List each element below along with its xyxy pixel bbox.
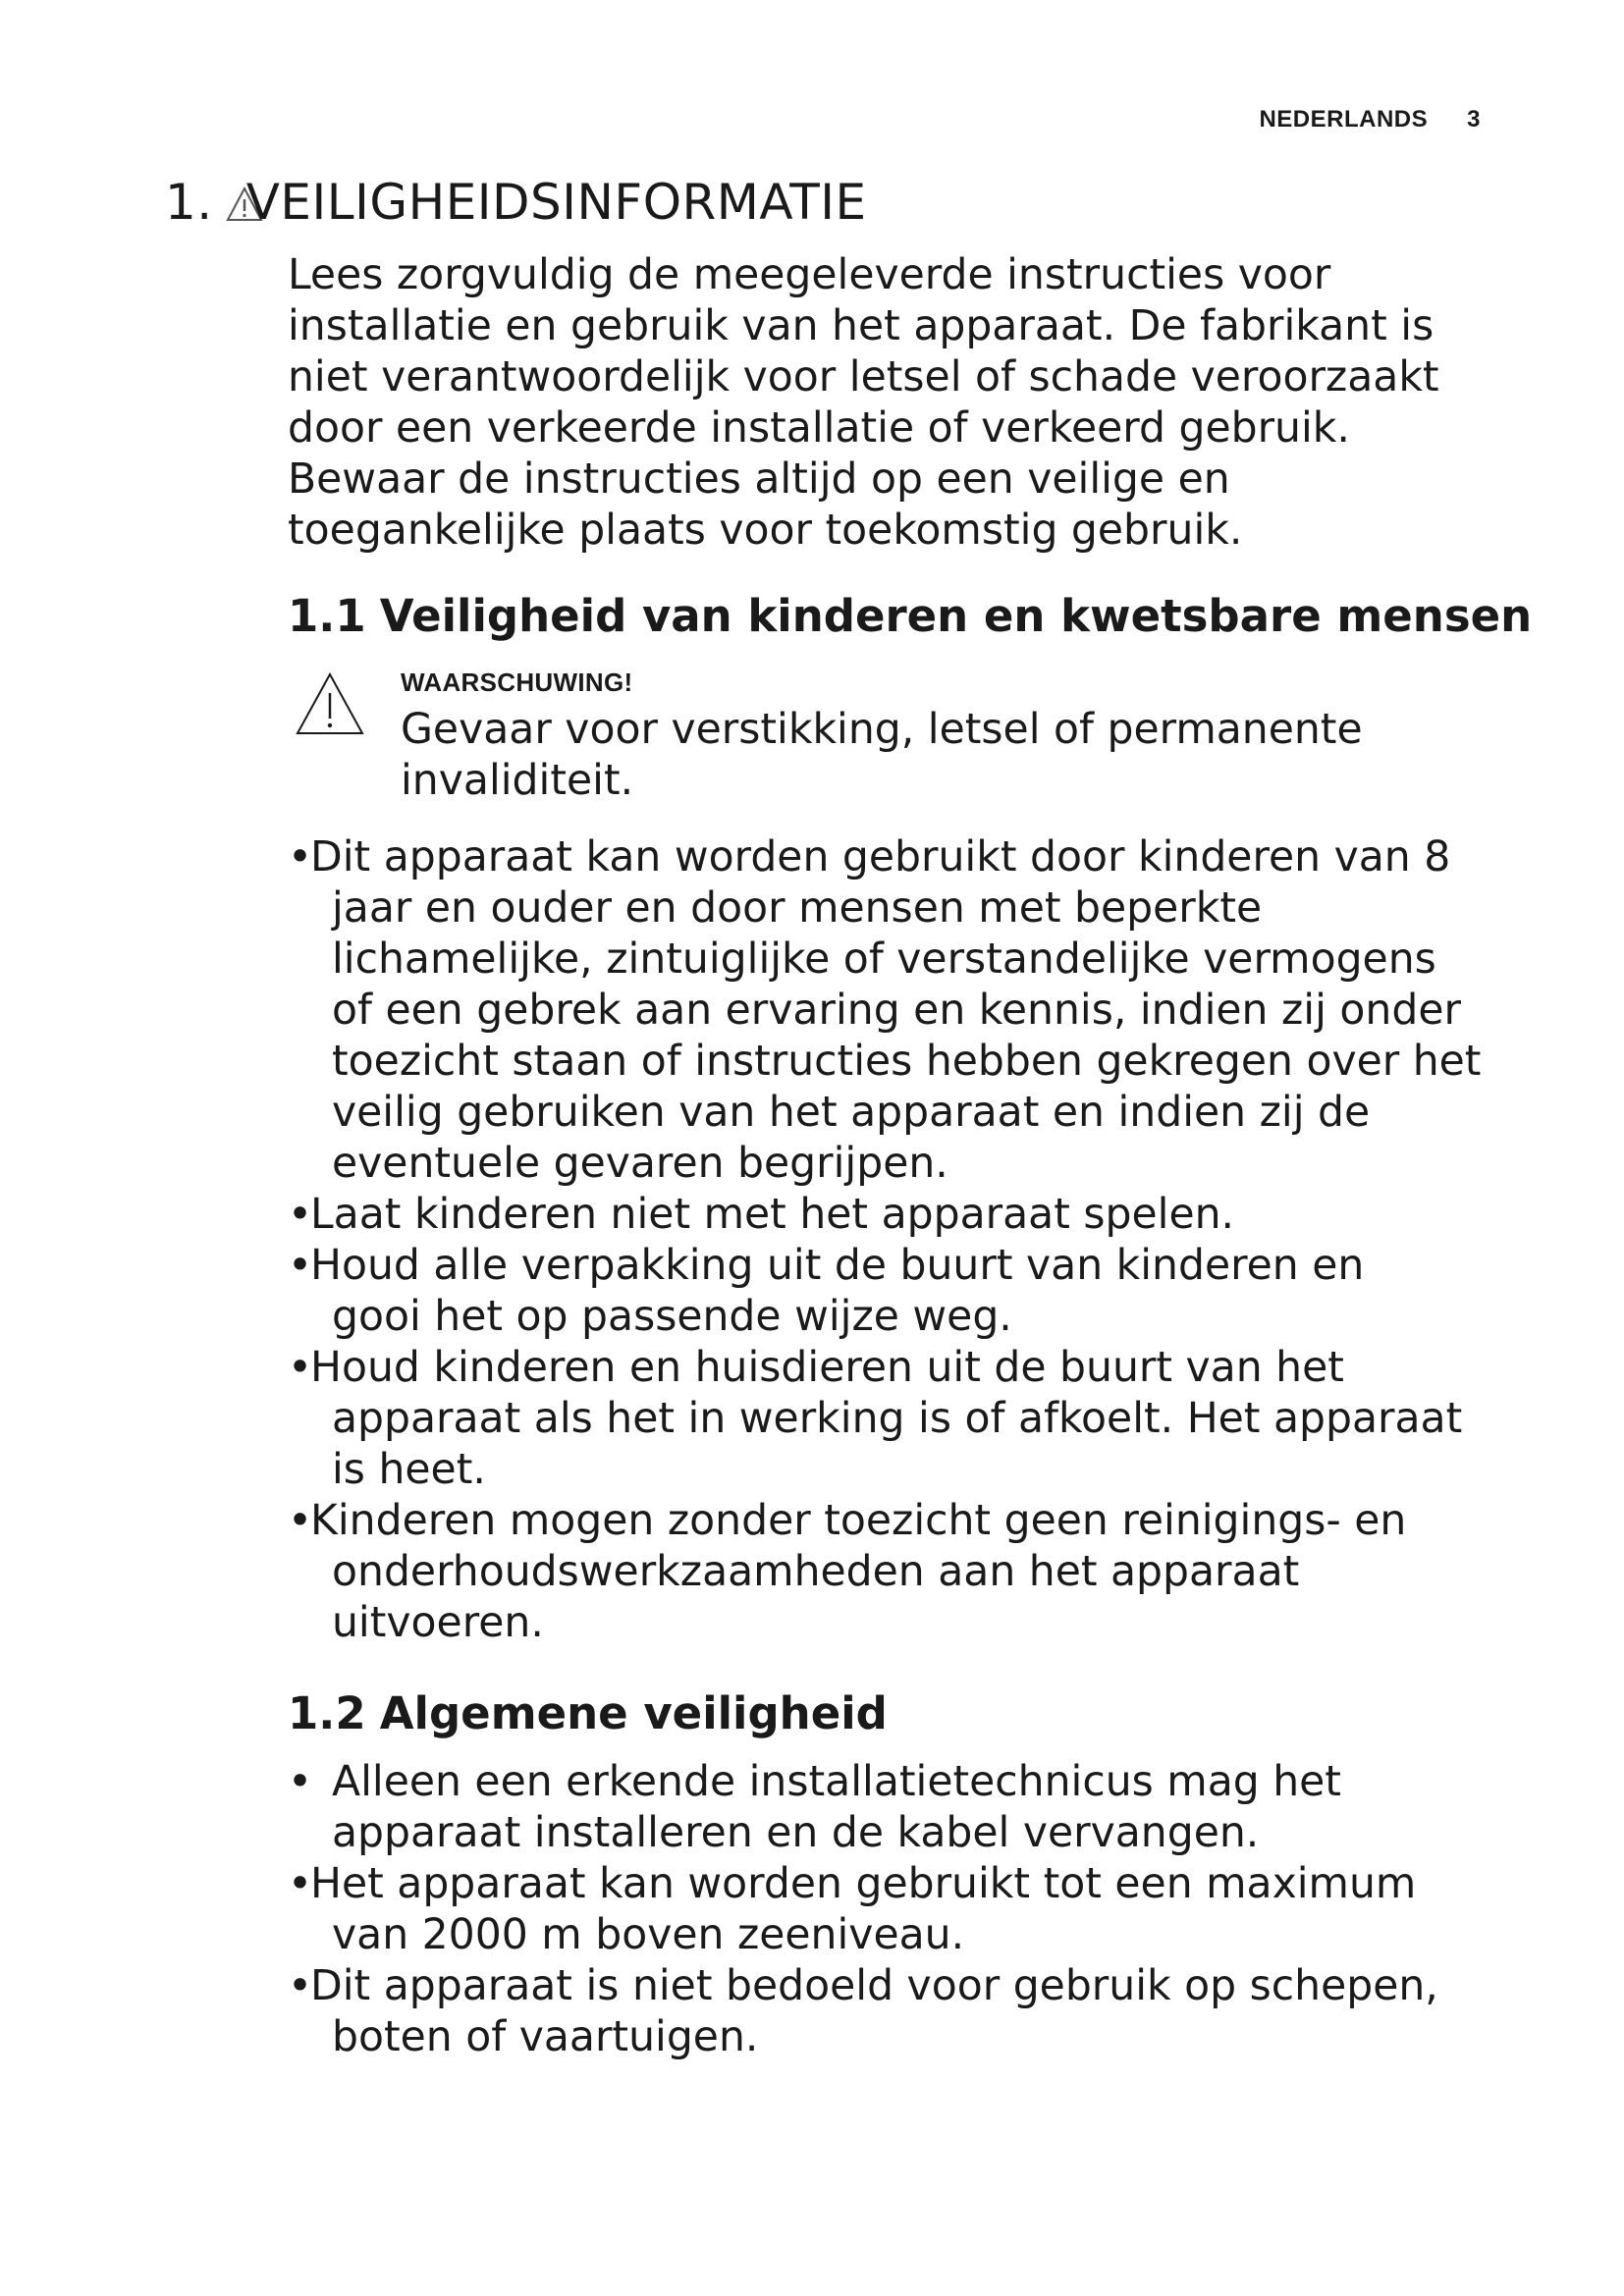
section-1-number: 1.: [165, 174, 213, 231]
list-item-line: Kinderen mogen zonder toezicht geen reinigings- en: [310, 1497, 1407, 1545]
list-item: [288, 1241, 1481, 1343]
list-item-line: Houd alle verpakking uit de buurt van kinderen en: [310, 1242, 1365, 1290]
list-item-line: Dit apparaat is niet bedoeld voor gebruik op schepen,: [310, 1962, 1438, 2010]
list-item-line: toezicht staan of instructies hebben gekregen over het: [332, 1038, 1482, 1086]
bullet-icon: •: [288, 1242, 313, 1290]
general-safety-list: [288, 1757, 1438, 2063]
intro-line: installatie en gebruik van het apparaat. De fabrikant is: [288, 302, 1435, 350]
intro-line: Lees zorgvuldig de meegeleverde instructies voor: [288, 251, 1331, 299]
list-item-line: jaar en ouder en door mensen met beperkte: [332, 884, 1263, 933]
warning-label: WAARSCHUWING!: [401, 667, 633, 697]
bullet-icon: •: [288, 833, 313, 881]
list-item-line: boten of vaartuigen.: [332, 2013, 759, 2061]
page-number: 3: [1467, 106, 1481, 133]
list-item-line: gooi het op passende wijze weg.: [332, 1293, 1012, 1341]
bullet-icon: •: [288, 1191, 313, 1239]
section-1-heading: [165, 173, 867, 232]
list-item-line: eventuele gevaren begrijpen.: [332, 1140, 948, 1188]
section-1-2-number: 1.2: [288, 1687, 366, 1739]
list-item-line: Laat kinderen niet met het apparaat spelen.: [310, 1191, 1235, 1239]
list-item: [288, 832, 1481, 1190]
warning-triangle-icon: [295, 671, 365, 736]
list-item-line: of een gebrek aan ervaring en kennis, indien zij onder: [332, 987, 1461, 1035]
list-item-line: apparaat als het in werking is of afkoelt. Het apparaat: [332, 1395, 1463, 1443]
list-item: [288, 1859, 1438, 1961]
list-item-line: uitvoeren.: [332, 1599, 544, 1647]
list-item: [288, 1190, 1481, 1241]
header-language: NEDERLANDS: [1259, 106, 1429, 133]
warning-line: invaliditeit.: [401, 757, 634, 805]
intro-line: toegankelijke plaats voor toekomstig gebruik.: [288, 507, 1243, 555]
list-item-line: lichamelijke, zintuiglijke of verstandelijke vermogens: [332, 935, 1436, 984]
bullet-icon: •: [288, 1497, 313, 1545]
child-safety-list: [288, 832, 1481, 1649]
list-item-line: Alleen een erkende installatietechnicus mag het: [332, 1758, 1341, 1806]
list-item-line: Het apparaat kan worden gebruikt tot een maximum: [310, 1860, 1417, 1908]
bullet-icon: •: [288, 1344, 313, 1392]
intro-line: Bewaar de instructies altijd op een veilige en: [288, 455, 1230, 504]
warning-line: Gevaar voor verstikking, letsel of permanente: [401, 706, 1363, 754]
section-1-1-heading: [288, 589, 1532, 644]
list-item-line: van 2000 m boven zeeniveau.: [332, 1911, 965, 1959]
list-item-line: Dit apparaat kan worden gebruikt door kinderen van 8: [310, 833, 1451, 881]
list-item: [288, 1757, 1438, 1859]
list-item-line: onderhoudswerkzaamheden aan het apparaat: [332, 1548, 1300, 1596]
page-header: [1259, 106, 1481, 133]
intro-paragraph: [288, 250, 1515, 557]
intro-line: niet verantwoordelijk voor letsel of schade veroorzaakt: [288, 353, 1439, 401]
bullet-icon: •: [288, 1860, 313, 1908]
section-1-1-title: Veiligheid van kinderen en kwetsbare mensen: [379, 590, 1533, 642]
list-item-line: apparaat installeren en de kabel vervangen.: [332, 1809, 1260, 1857]
section-1-2-heading: [288, 1686, 888, 1741]
list-item-line: is heet.: [332, 1446, 486, 1494]
warning-text: [401, 705, 1363, 807]
list-item: [288, 1343, 1481, 1496]
list-item-line: veilig gebruiken van het apparaat en indien zij de: [332, 1089, 1371, 1137]
list-item-line: Houd kinderen en huisdieren uit de buurt van het: [310, 1344, 1344, 1392]
section-1-2-title: Algemene veiligheid: [379, 1687, 888, 1739]
bullet-icon: •: [288, 1758, 313, 1806]
list-item: [288, 1961, 1438, 2063]
section-1-title: VEILIGHEIDSINFORMATIE: [245, 174, 867, 231]
bullet-icon: •: [288, 1962, 313, 2010]
section-1-1-number: 1.1: [288, 590, 366, 642]
intro-line: door een verkeerde installatie of verkeerd gebruik.: [288, 404, 1350, 453]
list-item: [288, 1496, 1481, 1649]
